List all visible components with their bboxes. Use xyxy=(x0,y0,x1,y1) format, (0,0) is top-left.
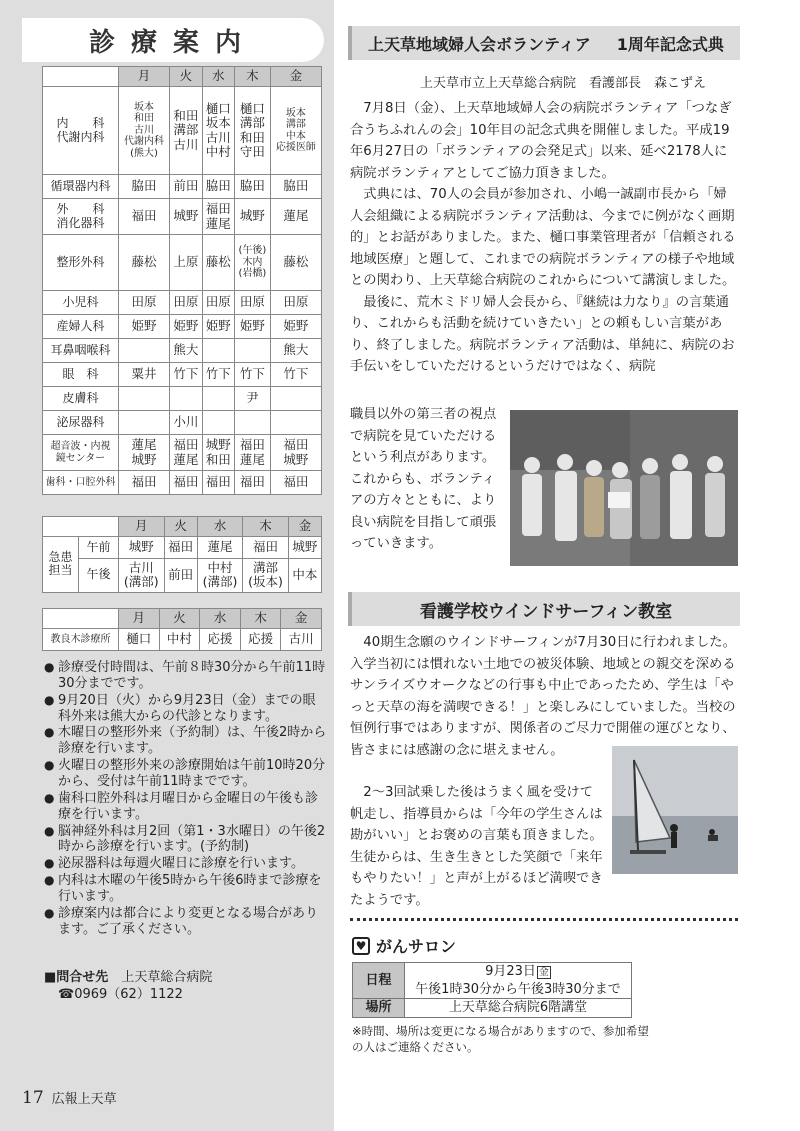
salon-place-row xyxy=(353,999,632,1018)
paragraph: 最後に、荒木ミドリ婦人会長から、『継続は力なり』の言葉通り、これからも活動を続けていきたい」との頼もしい言葉があり、終了しました。病院ボランティア活動は、単純に、病院のお手伝いをしていただけるというだけではなく、病院 xyxy=(350,294,735,375)
department-label: 産婦人科 xyxy=(43,315,119,339)
doctor-cell: 福田 xyxy=(119,471,170,495)
day-header: 火 xyxy=(159,609,200,629)
day-header-row xyxy=(43,517,322,537)
day-header-row xyxy=(43,609,322,629)
doctor-cell: 福田 xyxy=(164,537,197,559)
emergency-row xyxy=(43,537,322,559)
doctor-cell: 田原 xyxy=(119,291,170,315)
day-header: 月 xyxy=(119,517,165,537)
day-header: 火 xyxy=(170,67,202,87)
contact-phone: ☎0969（62）1122 xyxy=(58,986,183,1002)
article-body-continued xyxy=(350,404,500,555)
doctor-cell: 田原 xyxy=(234,291,270,315)
contact-label: ■問合せ先 xyxy=(44,970,109,985)
department-label: 眼 科 xyxy=(43,363,119,387)
department-label: 皮膚科 xyxy=(43,387,119,411)
doctor-cell: 溝部 (坂本) xyxy=(243,559,289,593)
schedule-row xyxy=(43,411,322,435)
doctor-cell: 姫野 xyxy=(270,315,321,339)
article-byline: 上天草市立上天草総合病院 看護部長 森こずえ xyxy=(420,76,707,91)
schedule-row xyxy=(43,87,322,175)
day-header: 月 xyxy=(119,609,160,629)
department-label: 小児科 xyxy=(43,291,119,315)
doctor-cell: 姫野 xyxy=(119,315,170,339)
doctor-cell: 福田 xyxy=(119,199,170,235)
article-heading xyxy=(348,592,740,626)
doctor-cell: 脇田 xyxy=(270,175,321,199)
day-header: 木 xyxy=(243,517,289,537)
doctor-cell: 藤松 xyxy=(202,235,234,291)
doctor-cell: 田原 xyxy=(170,291,202,315)
doctor-cell: 竹下 xyxy=(202,363,234,387)
doctor-cell: 前田 xyxy=(170,175,202,199)
doctor-cell: 中村 (溝部) xyxy=(197,559,243,593)
contact-name: 上天草総合病院 xyxy=(121,970,213,985)
left-column xyxy=(0,0,334,1131)
salon-table xyxy=(352,962,632,1018)
schedule-row xyxy=(43,199,322,235)
schedule-row xyxy=(43,471,322,495)
department-label: 外 科 消化器科 xyxy=(43,199,119,235)
notes-list xyxy=(44,660,328,939)
doctor-cell: 上原 xyxy=(170,235,202,291)
day-header: 木 xyxy=(234,67,270,87)
salon-place: 上天草総合病院6階講堂 xyxy=(405,999,632,1018)
doctor-cell: 城野 xyxy=(288,537,321,559)
department-label: 歯科・口腔外科 xyxy=(43,471,119,495)
department-label: 超音波・内視 鏡センター xyxy=(43,435,119,471)
doctor-cell: 田原 xyxy=(270,291,321,315)
salon-note: ※時間、場所は変更になる場合がありますので、参加希望の人はご連絡ください。 xyxy=(352,1024,649,1054)
clinic-table xyxy=(42,608,322,651)
department-label: 内 科 代謝内科 xyxy=(43,87,119,175)
day-header: 金 xyxy=(288,517,321,537)
note-item: ● 内科は木曜の午後5時から午後6時まで診療を行います。 xyxy=(44,873,328,905)
doctor-cell: 脇田 xyxy=(119,175,170,199)
doctor-cell: 応援 xyxy=(200,629,241,651)
schedule-row xyxy=(43,435,322,471)
day-header-row xyxy=(43,67,322,87)
doctor-cell: 竹下 xyxy=(270,363,321,387)
doctor-cell: 姫野 xyxy=(170,315,202,339)
heart-icon: ♥ xyxy=(352,937,370,955)
department-label: 整形外科 xyxy=(43,235,119,291)
salon-title: がんサロン xyxy=(376,937,457,956)
doctor-cell xyxy=(119,411,170,435)
doctor-cell: 蓮尾 城野 xyxy=(119,435,170,471)
doctor-cell: 姫野 xyxy=(202,315,234,339)
paragraph: 職員以外の第三者の視点で病院を見ていただけるという利点があります。これからも、ボランティアの方々とともに、より良い病院を目指して頑張っていきます。 xyxy=(350,407,497,552)
note-item: ● 脳神経外科は月2回（第1・3水曜日）の午後2時から診療を行います。(予約制) xyxy=(44,824,328,856)
doctor-cell: 竹下 xyxy=(170,363,202,387)
article-body-continued xyxy=(350,782,606,911)
windsurfing-photo xyxy=(612,746,738,874)
doctor-cell: (午後) 木内 (岩橋) xyxy=(234,235,270,291)
page-title: 診療案内 xyxy=(88,27,257,58)
section-title xyxy=(22,18,324,62)
salon-heading xyxy=(352,934,456,957)
doctor-cell: 尹 xyxy=(234,387,270,411)
place-label: 場所 xyxy=(353,999,405,1018)
doctor-cell: 城野 和田 xyxy=(202,435,234,471)
corner-cell xyxy=(43,609,119,629)
doctor-cell: 脇田 xyxy=(202,175,234,199)
period-label: 午前 xyxy=(79,537,119,559)
article-heading xyxy=(348,26,740,60)
salon-date: 9月23日 xyxy=(485,964,536,979)
article-subtitle: 1周年記念式典 xyxy=(616,34,724,54)
doctor-cell xyxy=(202,411,234,435)
doctor-cell: 福田 蓮尾 xyxy=(234,435,270,471)
day-header: 木 xyxy=(240,609,281,629)
paragraph: 式典には、70人の会員が参加され、小嶋一誠副市長から「婦人会組織による病院ボランティア活動は、今までに例がなく画期的」とお話がありました。また、樋口事業管理者が「信頼される地域医療」と題して、これまでの病院ボランティアの様子や地域との関わり、上天草総合病院のこれからについて講演しました。 xyxy=(350,187,736,289)
schedule-row xyxy=(43,291,322,315)
emergency-table xyxy=(42,516,322,593)
date-label: 日程 xyxy=(353,963,405,999)
doctor-cell: 福田 城野 xyxy=(270,435,321,471)
article-title: 看護学校ウインドサーフィン教室 xyxy=(419,601,673,622)
doctor-cell xyxy=(170,387,202,411)
doctor-cell: 熊大 xyxy=(170,339,202,363)
doctor-cell: 福田 蓮尾 xyxy=(202,199,234,235)
doctor-cell: 前田 xyxy=(164,559,197,593)
clinic-row xyxy=(43,629,322,651)
doctor-cell: 蓮尾 xyxy=(270,199,321,235)
day-header: 水 xyxy=(197,517,243,537)
paragraph: 2～3回試乗した後はうまく風を受けて帆走し、指導員からは「今年の学生さんは勘がいい」とお褒めの言葉も頂きました。生徒からは、生き生きとした笑顔で「来年もやりたい！」と声が上がるほど満喫できたようです。 xyxy=(350,785,603,908)
doctor-cell: 樋口 溝部 和田 守田 xyxy=(234,87,270,175)
doctor-cell xyxy=(270,387,321,411)
doctor-cell xyxy=(119,339,170,363)
photo-illustration xyxy=(612,746,738,874)
doctor-cell: 応援 xyxy=(240,629,281,651)
article-body xyxy=(350,632,738,761)
schedule-row xyxy=(43,175,322,199)
doctor-cell: 粟井 xyxy=(119,363,170,387)
day-header: 水 xyxy=(200,609,241,629)
doctor-cell: 熊大 xyxy=(270,339,321,363)
doctor-cell: 小川 xyxy=(170,411,202,435)
day-header: 金 xyxy=(281,609,322,629)
note-item: ● 診療案内は都合により変更となる場合があります。ご了承ください。 xyxy=(44,906,328,938)
doctor-cell: 坂本 溝部 中本 応援医師 xyxy=(270,87,321,175)
department-label: 耳鼻咽喉科 xyxy=(43,339,119,363)
doctor-cell: 和田 溝部 古川 xyxy=(170,87,202,175)
doctor-cell xyxy=(270,411,321,435)
doctor-cell: 田原 xyxy=(202,291,234,315)
doctor-cell: 竹下 xyxy=(234,363,270,387)
schedule-row xyxy=(43,235,322,291)
paragraph: 40期生念願のウインドサーフィンが7月30日に行われました。入学当初には慣れない土地での被災体験、地域との親交を深めるサンライズウオークなどの行事も中止であったため、学生は「やっと天草の海を満喫できる！」と楽しみにしていました。当校の恒例行事ではありますが、関係者のご尽力で開催の運びとなり、皆さまには感謝の念に堪えません。 xyxy=(350,635,736,758)
doctor-cell: 姫野 xyxy=(234,315,270,339)
doctor-cell: 福田 xyxy=(270,471,321,495)
doctor-cell: 藤松 xyxy=(270,235,321,291)
doctor-cell: 蓮尾 xyxy=(197,537,243,559)
publication-name: 広報上天草 xyxy=(51,1092,117,1107)
doctor-cell: 城野 xyxy=(170,199,202,235)
doctor-cell: 福田 xyxy=(202,471,234,495)
page-number: 17 xyxy=(22,1088,44,1108)
doctor-cell: 藤松 xyxy=(119,235,170,291)
schedule-table xyxy=(42,66,322,495)
doctor-cell: 福田 蓮尾 xyxy=(170,435,202,471)
note-item: ● 9月20日（火）から9月23日（金）までの眼科外来は熊大からの代診となります。 xyxy=(44,693,328,725)
paragraph: 7月8日（金）、上天草地域婦人会の病院ボランティア「つなぎ合うちふれんの会」10年目の記念式典を開催しました。平成19年6月27日の「ボランティアの会発足式」以来、延べ2178人に病院ボランティアとしてご協力頂きました。 xyxy=(350,101,732,181)
doctor-cell: 中本 xyxy=(288,559,321,593)
salon-time: 午後1時30分から午後3時30分まで xyxy=(415,981,621,997)
doctor-cell xyxy=(119,387,170,411)
note-item: ● 歯科口腔外科は月曜日から金曜日の午後も診療を行います。 xyxy=(44,791,328,823)
photo-illustration xyxy=(510,410,738,566)
doctor-cell: 樋口 坂本 古川 中村 xyxy=(202,87,234,175)
department-label: 泌尿器科 xyxy=(43,411,119,435)
doctor-cell: 坂本 和田 古川 代謝内科 (熊大) xyxy=(119,87,170,175)
schedule-row xyxy=(43,339,322,363)
department-label: 循環器内科 xyxy=(43,175,119,199)
doctor-cell: 福田 xyxy=(243,537,289,559)
doctor-cell xyxy=(234,339,270,363)
salon-date-row xyxy=(353,963,632,999)
doctor-cell: 福田 xyxy=(170,471,202,495)
corner-cell xyxy=(43,67,119,87)
note-item: ● 火曜日の整形外来の診療開始は午前10時20分から、受付は午前11時までです。 xyxy=(44,758,328,790)
schedule-body xyxy=(43,87,322,495)
weekday-badge: 金 xyxy=(538,967,549,978)
day-header: 火 xyxy=(164,517,197,537)
note-item: ● 木曜日の整形外来（予約制）は、午後2時から診療を行います。 xyxy=(44,725,328,757)
emergency-label: 急患 担当 xyxy=(43,537,79,593)
day-header: 水 xyxy=(202,67,234,87)
doctor-cell: 古川 xyxy=(281,629,322,651)
doctor-cell: 古川 (溝部) xyxy=(119,559,165,593)
note-item: ● 診療受付時間は、午前８時30分から午前11時30分までです。 xyxy=(44,660,328,692)
volunteer-group-photo xyxy=(510,410,738,566)
contact-block xyxy=(44,970,212,1004)
doctor-cell xyxy=(234,411,270,435)
day-header: 月 xyxy=(119,67,170,87)
day-header: 金 xyxy=(270,67,321,87)
doctor-cell: 脇田 xyxy=(234,175,270,199)
clinic-name: 教良木診療所 xyxy=(43,629,119,651)
doctor-cell xyxy=(202,339,234,363)
doctor-cell xyxy=(202,387,234,411)
section-divider xyxy=(350,918,738,921)
date-value xyxy=(405,963,632,999)
article-body xyxy=(350,98,738,378)
corner-cell xyxy=(43,517,119,537)
period-label: 午後 xyxy=(79,559,119,593)
emergency-row xyxy=(43,559,322,593)
schedule-row xyxy=(43,387,322,411)
doctor-cell: 樋口 xyxy=(119,629,160,651)
doctor-cell: 城野 xyxy=(119,537,165,559)
article-title: 上天草地域婦人会ボランティア xyxy=(368,34,591,54)
doctor-cell: 中村 xyxy=(159,629,200,651)
doctor-cell: 福田 xyxy=(234,471,270,495)
note-item: ● 泌尿器科は毎週火曜日に診療を行います。 xyxy=(44,856,328,872)
schedule-row xyxy=(43,315,322,339)
schedule-row xyxy=(43,363,322,387)
page-footer xyxy=(22,1088,117,1108)
doctor-cell: 城野 xyxy=(234,199,270,235)
